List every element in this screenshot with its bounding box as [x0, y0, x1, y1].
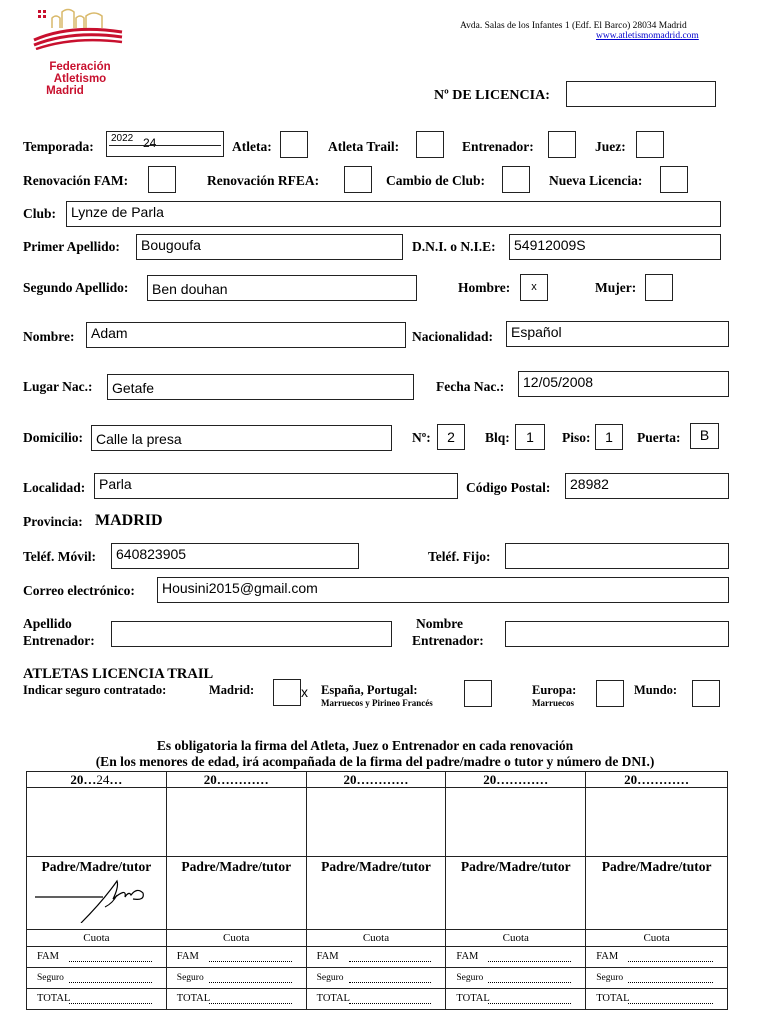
hombre-checkbox[interactable]: x [520, 274, 548, 301]
lugar-nac-field[interactable]: Getafe [107, 374, 414, 400]
tutor-label-3: Padre/Madre/tutor [321, 859, 431, 874]
trail-espana-mark: x [301, 684, 308, 700]
fam-fee-4[interactable]: FAM [446, 947, 586, 968]
nombre-entrenador-label-1: Nombre [416, 616, 463, 631]
fam-fee-5[interactable]: FAM [586, 947, 728, 968]
primer-apellido-label: Primer Apellido: [23, 239, 120, 254]
cuota-cell-4 [446, 930, 586, 947]
header-website-link[interactable]: www.atletismomadrid.com [596, 31, 699, 41]
trail-mundo-label: Mundo: [634, 683, 678, 697]
temporada-underline [109, 145, 221, 146]
season-header-1: 20…24… [70, 772, 123, 787]
license-field[interactable] [566, 81, 716, 107]
cuota-label-4: Cuota [502, 932, 529, 944]
tutor-label-5: Padre/Madre/tutor [601, 859, 712, 874]
temporada-value-b: 24 [143, 136, 157, 150]
signature-notice-line1: Es obligatoria la firma del Atleta, Juez o Entrenador en cada renovación [156, 738, 574, 753]
atleta-checkbox[interactable] [280, 131, 308, 158]
season-header-4: 20………… [483, 772, 549, 787]
fecha-nac-label: Fecha Nac.: [436, 379, 505, 394]
puerta-field[interactable]: B [690, 423, 719, 449]
dni-field[interactable]: 54912009S [509, 234, 721, 260]
telefono-fijo-field[interactable] [505, 543, 729, 569]
apellido-entrenador-label-2: Entrenador: [23, 633, 95, 648]
tutor-label-4: Padre/Madre/tutor [460, 859, 571, 874]
provincia-label: Provincia: [23, 514, 83, 529]
club-label: Club: [23, 206, 57, 221]
telefono-fijo-label: Teléf. Fijo: [428, 549, 491, 564]
nombre-entrenador-field[interactable] [505, 621, 729, 647]
logo-emblem-icon [30, 6, 130, 50]
atleta-trail-label: Atleta Trail: [328, 139, 400, 154]
total-fee-4[interactable]: TOTAL [446, 989, 586, 1010]
athlete-signature-box-1[interactable] [27, 788, 167, 857]
cambio-club-checkbox[interactable] [502, 166, 530, 193]
piso-field[interactable]: 1 [595, 424, 623, 450]
nueva-licencia-checkbox[interactable] [660, 166, 688, 193]
renovacion-fam-label: Renovación FAM: [23, 173, 129, 188]
season-value-1: 24 [96, 772, 110, 787]
atleta-trail-checkbox[interactable] [416, 131, 444, 158]
primer-apellido-field[interactable]: Bougoufa [136, 234, 403, 260]
total-fee-2[interactable]: TOTAL [166, 989, 306, 1010]
trail-europa-label: Europa: [532, 683, 577, 697]
nacionalidad-field[interactable]: Español [506, 321, 729, 347]
renovacion-rfea-label: Renovación RFEA: [207, 173, 320, 188]
segundo-apellido-label: Segundo Apellido: [23, 280, 129, 295]
lugar-nac-label: Lugar Nac.: [23, 379, 93, 394]
trail-title: ATLETAS LICENCIA TRAIL [23, 666, 214, 682]
dni-label: D.N.I. o N.I.E: [412, 239, 496, 254]
fam-fee-2[interactable]: FAM [166, 947, 306, 968]
seguro-fee-5[interactable]: Seguro [586, 968, 728, 989]
header-address: Avda. Salas de los Infantes 1 (Edf. El Barco) 28034 Madrid [460, 21, 687, 31]
cuota-label-1: Cuota [83, 932, 110, 944]
club-field[interactable]: Lynze de Parla [66, 201, 721, 227]
trail-espana-checkbox[interactable] [464, 680, 492, 707]
bloque-label: Blq: [485, 430, 510, 445]
athlete-signature-box-4[interactable] [446, 788, 586, 857]
cuota-label-3: Cuota [362, 932, 390, 944]
athlete-signature-box-5[interactable] [586, 788, 728, 857]
nombre-label: Nombre: [23, 329, 75, 344]
fam-fee-3[interactable]: FAM [306, 947, 446, 968]
org-name-line2: Madrid [46, 85, 84, 97]
piso-label: Piso: [562, 430, 591, 445]
atleta-label: Atleta: [232, 139, 272, 154]
signature-table [26, 771, 728, 1010]
tutor-signature-box-4[interactable] [446, 857, 586, 930]
entrenador-label: Entrenador: [462, 139, 534, 154]
provincia-value: MADRID [95, 512, 163, 529]
signature-notice-line2: (En los menores de edad, irá acompañada de la firma del padre/madre o tutor y número de DNI.) [95, 754, 655, 769]
nueva-licencia-label: Nueva Licencia: [549, 173, 643, 188]
segundo-apellido-field[interactable]: Ben douhan [147, 275, 417, 301]
numero-label: Nº: [412, 430, 431, 445]
seguro-fee-2[interactable]: Seguro [166, 968, 306, 989]
telefono-movil-label: Teléf. Móvil: [23, 549, 96, 564]
cambio-club-label: Cambio de Club: [386, 173, 486, 188]
season-header-3: 20………… [343, 772, 409, 787]
localidad-label: Localidad: [23, 480, 86, 495]
org-name-line1: Federación Atletismo [49, 61, 111, 85]
nombre-field[interactable]: Adam [86, 322, 406, 348]
email-field[interactable]: Housini2015@gmail.com [157, 577, 729, 603]
total-fee-5[interactable]: TOTAL [586, 989, 728, 1010]
trail-europa-sublabel: Marruecos [532, 698, 574, 708]
temporada-field[interactable] [106, 131, 224, 157]
total-fee-1[interactable]: TOTAL [27, 989, 167, 1010]
apellido-entrenador-label-1: Apellido [23, 616, 72, 631]
season-header-2: 20………… [203, 772, 269, 787]
signature-column-1 [27, 772, 167, 788]
renovacion-rfea-checkbox[interactable] [344, 166, 372, 193]
trail-madrid-checkbox[interactable] [273, 679, 301, 706]
fecha-nac-field[interactable]: 12/05/2008 [518, 371, 729, 397]
domicilio-field[interactable]: Calle la presa [91, 425, 392, 451]
tutor-signature-box-5[interactable] [586, 857, 728, 930]
telefono-movil-field[interactable]: 640823905 [111, 543, 359, 569]
signature-column-5 [586, 772, 728, 788]
trail-mundo-checkbox[interactable] [692, 680, 720, 707]
license-label: Nº DE LICENCIA: [434, 88, 550, 103]
trail-espana-sublabel: Marruecos y Pirineo Francés [321, 698, 433, 708]
temporada-label: Temporada: [23, 139, 94, 154]
seguro-fee-3[interactable]: Seguro [306, 968, 446, 989]
cuota-cell-2 [166, 930, 306, 947]
seguro-fee-4[interactable]: Seguro [446, 968, 586, 989]
puerta-label: Puerta: [637, 430, 681, 445]
trail-indicar-label: Indicar seguro contratado: [23, 683, 167, 697]
nombre-entrenador-label-2: Entrenador: [412, 633, 484, 648]
email-label: Correo electrónico: [23, 583, 135, 598]
cuota-label-2: Cuota [223, 932, 250, 944]
juez-checkbox[interactable] [636, 131, 664, 158]
codigo-postal-label: Código Postal: [466, 480, 551, 495]
handwritten-signature-icon [33, 873, 153, 923]
tutor-signature-box-3[interactable] [306, 857, 446, 930]
season-header-5: 20………… [624, 772, 690, 787]
domicilio-label: Domicilio: [23, 430, 83, 445]
nacionalidad-label: Nacionalidad: [412, 329, 494, 344]
signature-column-2 [166, 772, 306, 788]
renovacion-fam-checkbox[interactable] [148, 166, 176, 193]
mujer-label: Mujer: [595, 280, 637, 295]
cuota-cell-5 [586, 930, 728, 947]
total-fee-3[interactable]: TOTAL [306, 989, 446, 1010]
hombre-label: Hombre: [458, 280, 511, 295]
fam-fee-1[interactable]: FAM [27, 947, 167, 968]
codigo-postal-field[interactable]: 28982 [565, 473, 729, 499]
temporada-value-a: 2022 [111, 133, 134, 144]
mujer-checkbox[interactable] [645, 274, 673, 301]
tutor-signature-box-2[interactable] [166, 857, 306, 930]
apellido-entrenador-field[interactable] [111, 621, 392, 647]
athlete-signature-box-2[interactable] [166, 788, 306, 857]
tutor-label-1: Padre/Madre/tutor [41, 859, 152, 874]
signature-column-4 [446, 772, 586, 788]
tutor-signature-box-1[interactable] [27, 857, 167, 930]
federation-logo [30, 6, 130, 97]
cuota-label-5: Cuota [643, 932, 670, 944]
cuota-cell-3 [306, 930, 446, 947]
athlete-signature-box-3[interactable] [306, 788, 446, 857]
trail-espana-label: España, Portugal: [321, 683, 418, 697]
tutor-label-2: Padre/Madre/tutor [181, 859, 292, 874]
seguro-fee-1[interactable]: Seguro [27, 968, 167, 989]
signature-column-3 [306, 772, 446, 788]
trail-europa-checkbox[interactable] [596, 680, 624, 707]
localidad-field[interactable]: Parla [94, 473, 458, 499]
juez-label: Juez: [595, 139, 626, 154]
cuota-cell-1 [27, 930, 167, 947]
numero-field[interactable]: 2 [437, 424, 465, 450]
trail-madrid-label: Madrid: [209, 683, 255, 697]
bloque-field[interactable]: 1 [515, 424, 545, 450]
entrenador-checkbox[interactable] [548, 131, 576, 158]
